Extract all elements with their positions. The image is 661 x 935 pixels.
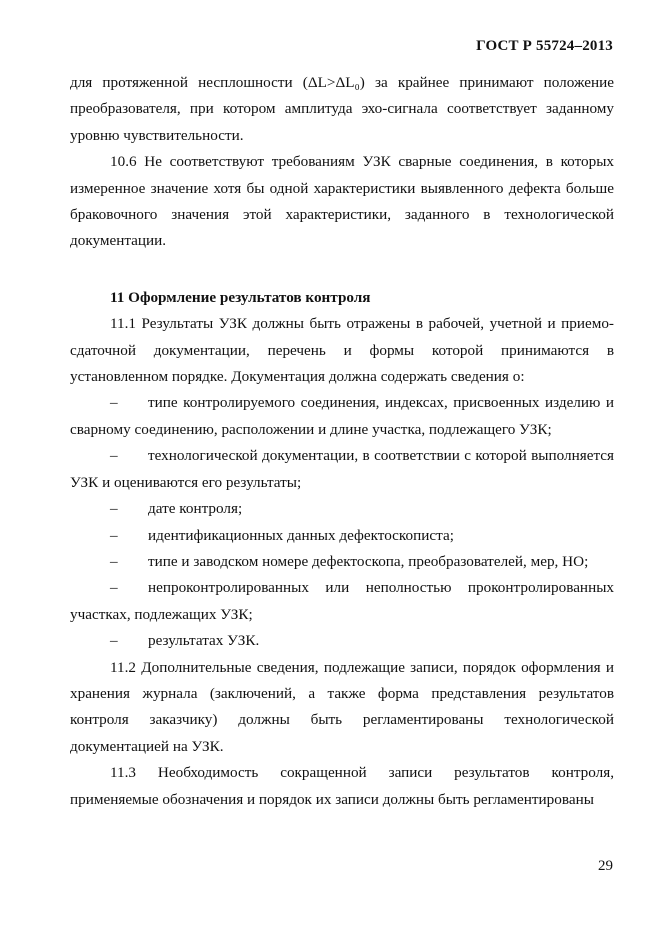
list-item-text: типе контролируемого соединения, индексах, присвоенных изделию и сварному соединению, расположении и длине участка, подлежащего УЗК; (70, 394, 614, 438)
list-item (70, 496, 614, 522)
list-item (70, 523, 614, 549)
list-item-text: типе и заводском номере дефектоскопа, преобразователей, мер, НО; (148, 552, 589, 570)
dash-marker: – (110, 500, 118, 518)
paragraph-11-3: 11.3 Необходимость сокращенной записи результатов контроля, применяемые обозначения и порядок их записи должны быть регламентированы (70, 764, 614, 808)
list-item (70, 443, 614, 496)
list-item-text: дате контроля; (148, 500, 243, 518)
dash-marker: – (110, 552, 118, 570)
dash-marker: – (110, 632, 118, 650)
paragraph-11-1: 11.1 Результаты УЗК должны быть отражены в рабочей, учетной и приемо-сдаточной документации, перечень и формы которой принимаются в установленном порядке. Документация должна содержать сведения о: (70, 315, 614, 386)
list-item (70, 628, 614, 654)
list-item (70, 575, 614, 628)
document-body (70, 70, 614, 813)
dash-marker: – (110, 447, 118, 465)
list-item-text: непроконтролированных или неполностью проконтролированных участках, подлежащих УЗК; (70, 579, 614, 623)
paragraph-10-6: 10.6 Не соответствуют требованиям УЗК сварные соединения, в которых измеренное значение хотя бы одной характеристики выявленного дефекта больше браковочного значения этой характеристики, заданного в технологической документации. (70, 153, 614, 250)
dash-marker: – (110, 579, 118, 597)
paragraph-11-2: 11.2 Дополнительные сведения, подлежащие записи, порядок оформления и хранения журнала (заключений, а также форма представления результатов контроля заказчику) должны быть регламентированы технологической документацией на УЗК. (70, 658, 614, 755)
list-item (70, 390, 614, 443)
list-item-text: идентификационных данных дефектоскописта; (148, 526, 454, 544)
paragraph-continuation: для протяженной несплошности (ΔL>ΔL₀) за крайнее принимают положение преобразователя, при котором амплитуда эхо-сигнала соответствует заданному уровню чувствительности. (70, 74, 614, 144)
dash-marker: – (110, 526, 118, 544)
dash-marker: – (110, 394, 118, 412)
section-title: 11 Оформление результатов контроля (110, 288, 371, 306)
document-id-header: ГОСТ Р 55724–2013 (476, 38, 613, 54)
list-item (70, 549, 614, 575)
page-number: 29 (598, 858, 613, 874)
list-item-text: технологической документации, в соответствии с которой выполняется УЗК и оцениваются его результаты; (70, 447, 614, 491)
list-item-text: результатах УЗК. (148, 632, 260, 650)
